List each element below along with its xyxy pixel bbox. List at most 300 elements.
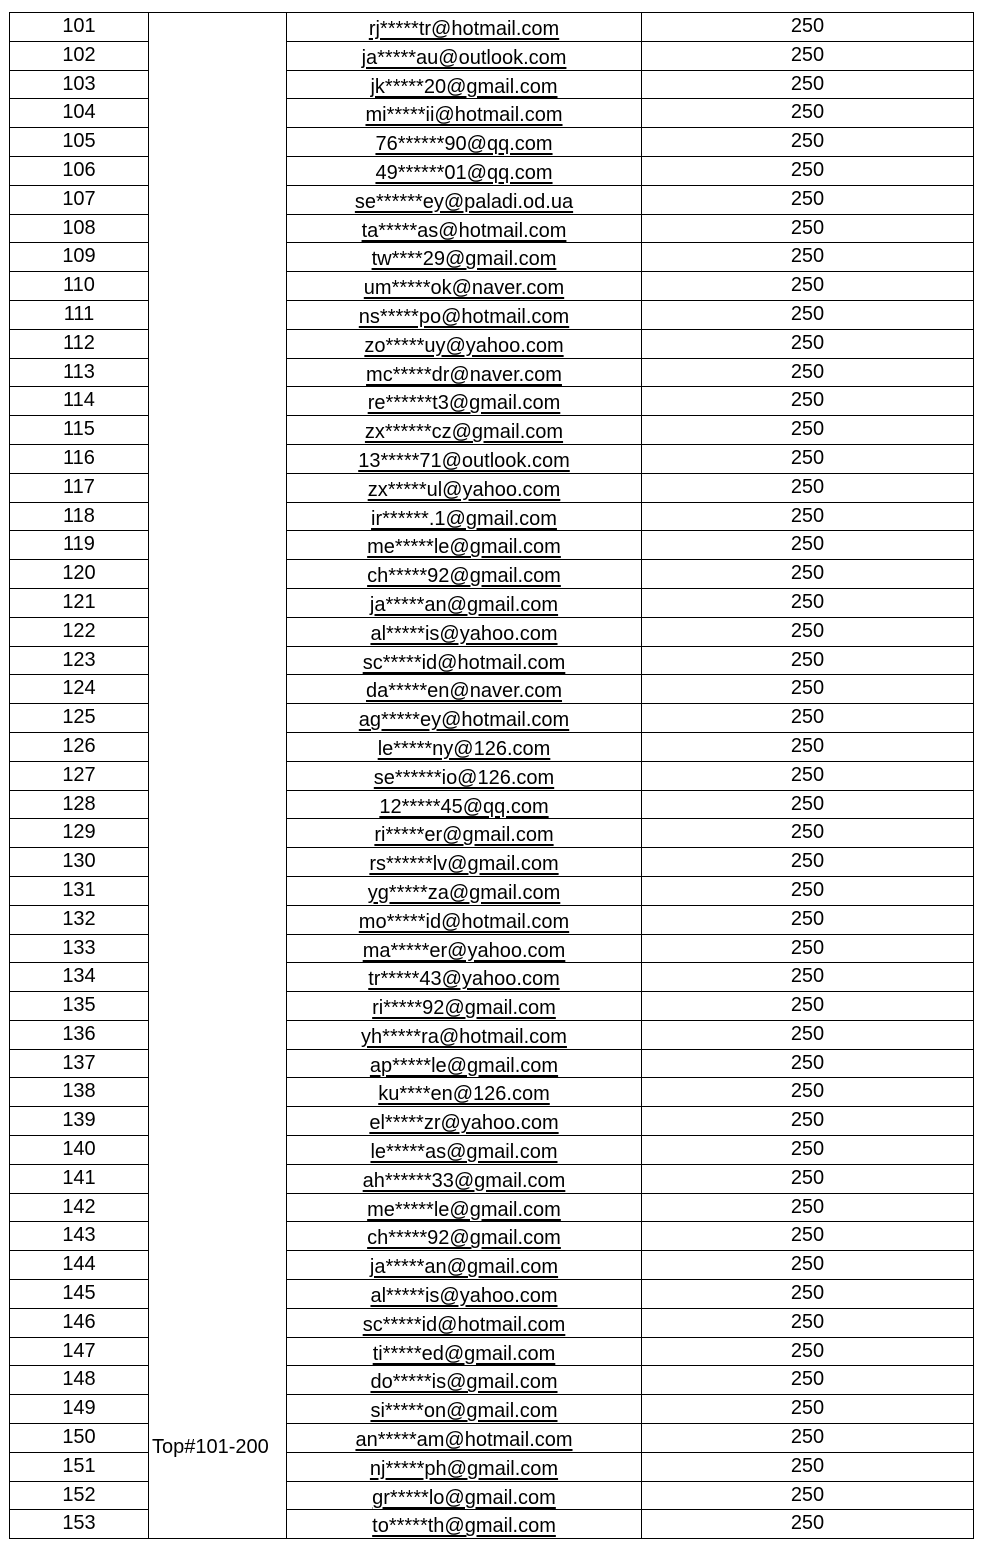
table-row (10, 646, 974, 675)
rank-cell: 145 (10, 1280, 149, 1309)
table-row (10, 934, 974, 963)
score-cell: 250 (642, 848, 974, 877)
rank-cell: 127 (10, 761, 149, 790)
group-cell (149, 128, 287, 157)
email-link[interactable]: ma*****er@yahoo.com (362, 939, 566, 962)
rank-cell: 129 (10, 819, 149, 848)
score-cell: 250 (642, 560, 974, 589)
table-row (10, 99, 974, 128)
email-cell (287, 358, 642, 387)
score-cell: 250 (642, 128, 974, 157)
score-cell: 250 (642, 675, 974, 704)
email-cell (287, 128, 642, 157)
group-cell (149, 646, 287, 675)
email-cell (287, 646, 642, 675)
table-row (10, 128, 974, 157)
email-cell (287, 444, 642, 473)
table-row (10, 502, 974, 531)
table-row (10, 300, 974, 329)
email-link[interactable]: se******ey@paladi.od.ua (354, 190, 574, 213)
rank-cell: 146 (10, 1308, 149, 1337)
table-row (10, 1481, 974, 1510)
table-row (10, 761, 974, 790)
email-cell (287, 1280, 642, 1309)
email-cell (287, 1049, 642, 1078)
score-cell: 250 (642, 819, 974, 848)
email-link[interactable]: tr*****43@yahoo.com (368, 968, 560, 991)
email-link[interactable]: do*****is@gmail.com (370, 1371, 558, 1394)
score-cell: 250 (642, 617, 974, 646)
rank-cell: 136 (10, 1020, 149, 1049)
email-link[interactable]: rs******lv@gmail.com (369, 853, 559, 876)
rank-cell: 143 (10, 1222, 149, 1251)
email-link[interactable]: ja*****au@outlook.com (361, 46, 567, 69)
email-cell (287, 617, 642, 646)
group-cell (149, 1510, 287, 1539)
email-cell (287, 992, 642, 1021)
email-link[interactable]: yg*****za@gmail.com (367, 881, 561, 904)
group-cell (149, 1049, 287, 1078)
email-link[interactable]: an*****am@hotmail.com (355, 1429, 573, 1452)
email-link[interactable]: 13*****71@outlook.com (358, 449, 570, 472)
group-cell (149, 41, 287, 70)
email-cell (287, 1510, 642, 1539)
rank-cell: 102 (10, 41, 149, 70)
group-cell (149, 1136, 287, 1165)
group-cell (149, 416, 287, 445)
group-cell (149, 531, 287, 560)
ranking-table (9, 12, 974, 1539)
email-cell (287, 1337, 642, 1366)
table-row (10, 1164, 974, 1193)
score-cell: 250 (642, 1251, 974, 1280)
rank-cell: 151 (10, 1452, 149, 1481)
email-cell (287, 1452, 642, 1481)
table-row (10, 1193, 974, 1222)
rank-cell: 141 (10, 1164, 149, 1193)
score-cell: 250 (642, 502, 974, 531)
group-label: Top#101-200 (152, 1436, 269, 1458)
rank-cell: 128 (10, 790, 149, 819)
email-link[interactable]: al*****is@yahoo.com (370, 1285, 558, 1308)
email-cell (287, 675, 642, 704)
score-cell: 250 (642, 473, 974, 502)
group-cell (149, 156, 287, 185)
email-cell (287, 934, 642, 963)
table-row (10, 1366, 974, 1395)
table-row (10, 358, 974, 387)
rank-cell: 140 (10, 1136, 149, 1165)
group-cell (149, 560, 287, 589)
email-link[interactable]: ku****en@126.com (378, 1083, 550, 1106)
rank-cell: 112 (10, 329, 149, 358)
email-cell (287, 387, 642, 416)
email-link[interactable]: zx******cz@gmail.com (364, 421, 564, 444)
table-row (10, 329, 974, 358)
email-cell (287, 1251, 642, 1280)
group-cell (149, 1481, 287, 1510)
email-link[interactable]: ag*****ey@hotmail.com (358, 709, 570, 732)
group-cell (149, 99, 287, 128)
table-row (10, 1020, 974, 1049)
email-cell (287, 848, 642, 877)
email-cell (287, 243, 642, 272)
email-cell (287, 13, 642, 42)
score-cell: 250 (642, 156, 974, 185)
email-cell (287, 1078, 642, 1107)
group-cell (149, 1193, 287, 1222)
rank-cell: 153 (10, 1510, 149, 1539)
rank-cell: 131 (10, 876, 149, 905)
table-row (10, 588, 974, 617)
score-cell: 250 (642, 387, 974, 416)
email-cell (287, 70, 642, 99)
email-link[interactable]: zx*****ul@yahoo.com (367, 478, 561, 501)
rank-cell: 113 (10, 358, 149, 387)
table-row (10, 387, 974, 416)
score-cell: 250 (642, 1136, 974, 1165)
group-cell (149, 1020, 287, 1049)
email-link[interactable]: zo*****uy@yahoo.com (364, 334, 564, 357)
rank-cell: 119 (10, 531, 149, 560)
score-cell: 250 (642, 13, 974, 42)
score-cell: 250 (642, 272, 974, 301)
rank-cell: 107 (10, 185, 149, 214)
group-cell (149, 1251, 287, 1280)
email-link[interactable]: mi*****ii@hotmail.com (365, 104, 563, 127)
group-cell (149, 992, 287, 1021)
group-cell (149, 272, 287, 301)
email-cell (287, 1424, 642, 1453)
email-cell (287, 1107, 642, 1136)
email-cell (287, 1020, 642, 1049)
rank-cell: 124 (10, 675, 149, 704)
group-cell (149, 502, 287, 531)
table-row (10, 531, 974, 560)
email-link[interactable]: se******io@126.com (373, 766, 555, 789)
table-row (10, 1395, 974, 1424)
score-cell: 250 (642, 1481, 974, 1510)
score-cell: 250 (642, 1049, 974, 1078)
email-link[interactable]: ch*****92@gmail.com (367, 565, 561, 588)
email-cell (287, 156, 642, 185)
email-link[interactable]: gr*****lo@gmail.com (372, 1486, 556, 1509)
rank-cell: 130 (10, 848, 149, 877)
group-cell (149, 963, 287, 992)
group-cell (149, 473, 287, 502)
email-cell (287, 704, 642, 733)
group-cell (149, 732, 287, 761)
group-cell (149, 934, 287, 963)
email-link[interactable]: yh*****ra@hotmail.com (361, 1025, 567, 1048)
rank-cell: 138 (10, 1078, 149, 1107)
table-row (10, 1222, 974, 1251)
table-row (10, 272, 974, 301)
rank-cell: 126 (10, 732, 149, 761)
group-cell (149, 13, 287, 42)
group-cell (149, 704, 287, 733)
score-cell: 250 (642, 300, 974, 329)
score-cell: 250 (642, 1078, 974, 1107)
rank-cell: 144 (10, 1251, 149, 1280)
table-row (10, 992, 974, 1021)
table-row (10, 1280, 974, 1309)
rank-cell: 106 (10, 156, 149, 185)
group-cell (149, 1280, 287, 1309)
table-row (10, 185, 974, 214)
score-cell: 250 (642, 790, 974, 819)
score-cell: 250 (642, 1308, 974, 1337)
score-cell: 250 (642, 704, 974, 733)
email-cell (287, 1222, 642, 1251)
email-link[interactable]: ti*****ed@gmail.com (372, 1342, 556, 1365)
score-cell: 250 (642, 1164, 974, 1193)
group-cell (149, 387, 287, 416)
email-link[interactable]: le*****as@gmail.com (370, 1141, 558, 1164)
rank-cell: 116 (10, 444, 149, 473)
score-cell: 250 (642, 214, 974, 243)
email-link[interactable]: mo*****id@hotmail.com (358, 910, 570, 933)
email-cell (287, 41, 642, 70)
score-cell: 250 (642, 1366, 974, 1395)
score-cell: 250 (642, 588, 974, 617)
group-cell (149, 617, 287, 646)
rank-cell: 108 (10, 214, 149, 243)
email-link[interactable]: tw****29@gmail.com (371, 248, 557, 271)
table-row (10, 876, 974, 905)
rank-cell: 142 (10, 1193, 149, 1222)
score-cell: 250 (642, 1452, 974, 1481)
email-cell (287, 1481, 642, 1510)
email-link[interactable]: ja*****an@gmail.com (369, 593, 559, 616)
rank-cell: 105 (10, 128, 149, 157)
score-cell: 250 (642, 1107, 974, 1136)
email-cell (287, 1136, 642, 1165)
rank-cell: 117 (10, 473, 149, 502)
score-cell: 250 (642, 761, 974, 790)
email-link[interactable]: si*****on@gmail.com (370, 1400, 558, 1423)
score-cell: 250 (642, 1510, 974, 1539)
group-cell (149, 70, 287, 99)
score-cell: 250 (642, 70, 974, 99)
table-row (10, 41, 974, 70)
email-cell (287, 732, 642, 761)
score-cell: 250 (642, 876, 974, 905)
email-link[interactable]: ns*****po@hotmail.com (358, 305, 570, 328)
email-link[interactable]: le*****ny@126.com (377, 737, 551, 760)
rank-cell: 118 (10, 502, 149, 531)
email-cell (287, 329, 642, 358)
email-cell (287, 473, 642, 502)
score-cell: 250 (642, 905, 974, 934)
group-cell (149, 243, 287, 272)
email-link[interactable]: 49******01@qq.com (375, 161, 553, 184)
email-link[interactable]: ta*****as@hotmail.com (361, 219, 567, 242)
email-link[interactable]: rj*****tr@hotmail.com (368, 18, 560, 40)
group-cell (149, 1078, 287, 1107)
score-cell: 250 (642, 934, 974, 963)
table-row (10, 1078, 974, 1107)
email-link[interactable]: 76******90@qq.com (375, 133, 553, 156)
email-link[interactable]: nj*****ph@gmail.com (369, 1457, 559, 1480)
email-cell (287, 214, 642, 243)
table-row (10, 675, 974, 704)
rank-cell: 150 (10, 1424, 149, 1453)
score-cell: 250 (642, 1395, 974, 1424)
email-link[interactable]: ri*****er@gmail.com (374, 824, 554, 847)
email-link[interactable]: ch*****92@gmail.com (367, 1227, 561, 1250)
rank-cell: 137 (10, 1049, 149, 1078)
table-row (10, 243, 974, 272)
score-cell: 250 (642, 358, 974, 387)
email-link[interactable]: ir******.1@gmail.com (371, 507, 557, 530)
email-link[interactable]: ah******33@gmail.com (362, 1169, 566, 1192)
email-cell (287, 560, 642, 589)
email-cell (287, 588, 642, 617)
score-cell: 250 (642, 1337, 974, 1366)
email-cell (287, 185, 642, 214)
table-row (10, 790, 974, 819)
table-row (10, 1251, 974, 1280)
email-cell (287, 876, 642, 905)
score-cell: 250 (642, 1193, 974, 1222)
email-link[interactable]: sc*****id@hotmail.com (362, 1313, 566, 1336)
ranking-table-body (10, 13, 974, 1539)
email-link[interactable]: ja*****an@gmail.com (369, 1256, 559, 1279)
table-row (10, 704, 974, 733)
rank-cell: 139 (10, 1107, 149, 1136)
email-cell (287, 502, 642, 531)
rank-cell: 133 (10, 934, 149, 963)
table-row (10, 416, 974, 445)
rank-cell: 152 (10, 1481, 149, 1510)
email-link[interactable]: 12*****45@qq.com (379, 795, 549, 818)
email-link[interactable]: me*****le@gmail.com (367, 1198, 561, 1221)
rank-cell: 110 (10, 272, 149, 301)
table-row (10, 819, 974, 848)
group-cell (149, 444, 287, 473)
rank-cell: 121 (10, 588, 149, 617)
group-cell (149, 1366, 287, 1395)
rank-cell: 115 (10, 416, 149, 445)
group-cell (149, 1222, 287, 1251)
email-link[interactable]: da*****en@naver.com (366, 680, 562, 703)
table-row (10, 963, 974, 992)
group-cell (149, 329, 287, 358)
table-row (10, 1337, 974, 1366)
email-cell (287, 1366, 642, 1395)
rank-cell: 125 (10, 704, 149, 733)
email-link[interactable]: jk*****20@gmail.com (370, 75, 558, 98)
email-link[interactable]: sc*****id@hotmail.com (362, 651, 566, 674)
email-link[interactable]: ap*****le@gmail.com (369, 1054, 559, 1077)
email-link[interactable]: ri*****92@gmail.com (372, 997, 556, 1020)
email-cell (287, 99, 642, 128)
table-row (10, 905, 974, 934)
group-cell (149, 588, 287, 617)
rank-cell: 122 (10, 617, 149, 646)
group-cell (149, 876, 287, 905)
score-cell: 250 (642, 1424, 974, 1453)
table-row (10, 848, 974, 877)
group-cell (149, 1337, 287, 1366)
score-cell: 250 (642, 243, 974, 272)
rank-cell: 132 (10, 905, 149, 934)
group-cell (149, 761, 287, 790)
table-row (10, 617, 974, 646)
email-link[interactable]: um*****ok@naver.com (363, 277, 565, 300)
email-link[interactable]: mc*****dr@naver.com (366, 363, 562, 386)
rank-cell: 135 (10, 992, 149, 1021)
email-cell (287, 1395, 642, 1424)
rank-cell: 103 (10, 70, 149, 99)
table-row (10, 1049, 974, 1078)
table-row (10, 1136, 974, 1165)
table-row (10, 13, 974, 42)
group-cell (149, 1164, 287, 1193)
group-cell (149, 675, 287, 704)
email-cell (287, 963, 642, 992)
table-row (10, 156, 974, 185)
score-cell: 250 (642, 1222, 974, 1251)
score-cell: 250 (642, 416, 974, 445)
email-cell (287, 531, 642, 560)
table-row (10, 1308, 974, 1337)
email-link[interactable]: el*****zr@yahoo.com (369, 1112, 559, 1135)
table-row (10, 444, 974, 473)
email-cell (287, 819, 642, 848)
email-cell (287, 272, 642, 301)
group-cell (149, 905, 287, 934)
rank-cell: 101 (10, 13, 149, 42)
table-row (10, 70, 974, 99)
email-cell (287, 1193, 642, 1222)
rank-cell: 147 (10, 1337, 149, 1366)
score-cell: 250 (642, 1280, 974, 1309)
table-row (10, 560, 974, 589)
email-cell (287, 790, 642, 819)
score-cell: 250 (642, 646, 974, 675)
email-cell (287, 1164, 642, 1193)
email-cell (287, 1308, 642, 1337)
email-link[interactable]: re******t3@gmail.com (367, 392, 561, 415)
group-cell (149, 819, 287, 848)
rank-cell: 148 (10, 1366, 149, 1395)
table-row (10, 1107, 974, 1136)
table-row (10, 732, 974, 761)
email-link[interactable]: to*****th@gmail.com (372, 1515, 556, 1538)
email-link[interactable]: al*****is@yahoo.com (370, 622, 558, 645)
rank-cell: 134 (10, 963, 149, 992)
group-cell (149, 1308, 287, 1337)
score-cell: 250 (642, 99, 974, 128)
rank-cell: 114 (10, 387, 149, 416)
rank-cell: 104 (10, 99, 149, 128)
rank-cell: 123 (10, 646, 149, 675)
group-cell (149, 1395, 287, 1424)
email-cell (287, 905, 642, 934)
table-row (10, 473, 974, 502)
rank-cell: 109 (10, 243, 149, 272)
email-link[interactable]: me*****le@gmail.com (367, 536, 561, 559)
table-row (10, 214, 974, 243)
score-cell: 250 (642, 732, 974, 761)
rank-cell: 120 (10, 560, 149, 589)
group-cell (149, 848, 287, 877)
score-cell: 250 (642, 185, 974, 214)
group-cell (149, 185, 287, 214)
group-cell (149, 300, 287, 329)
